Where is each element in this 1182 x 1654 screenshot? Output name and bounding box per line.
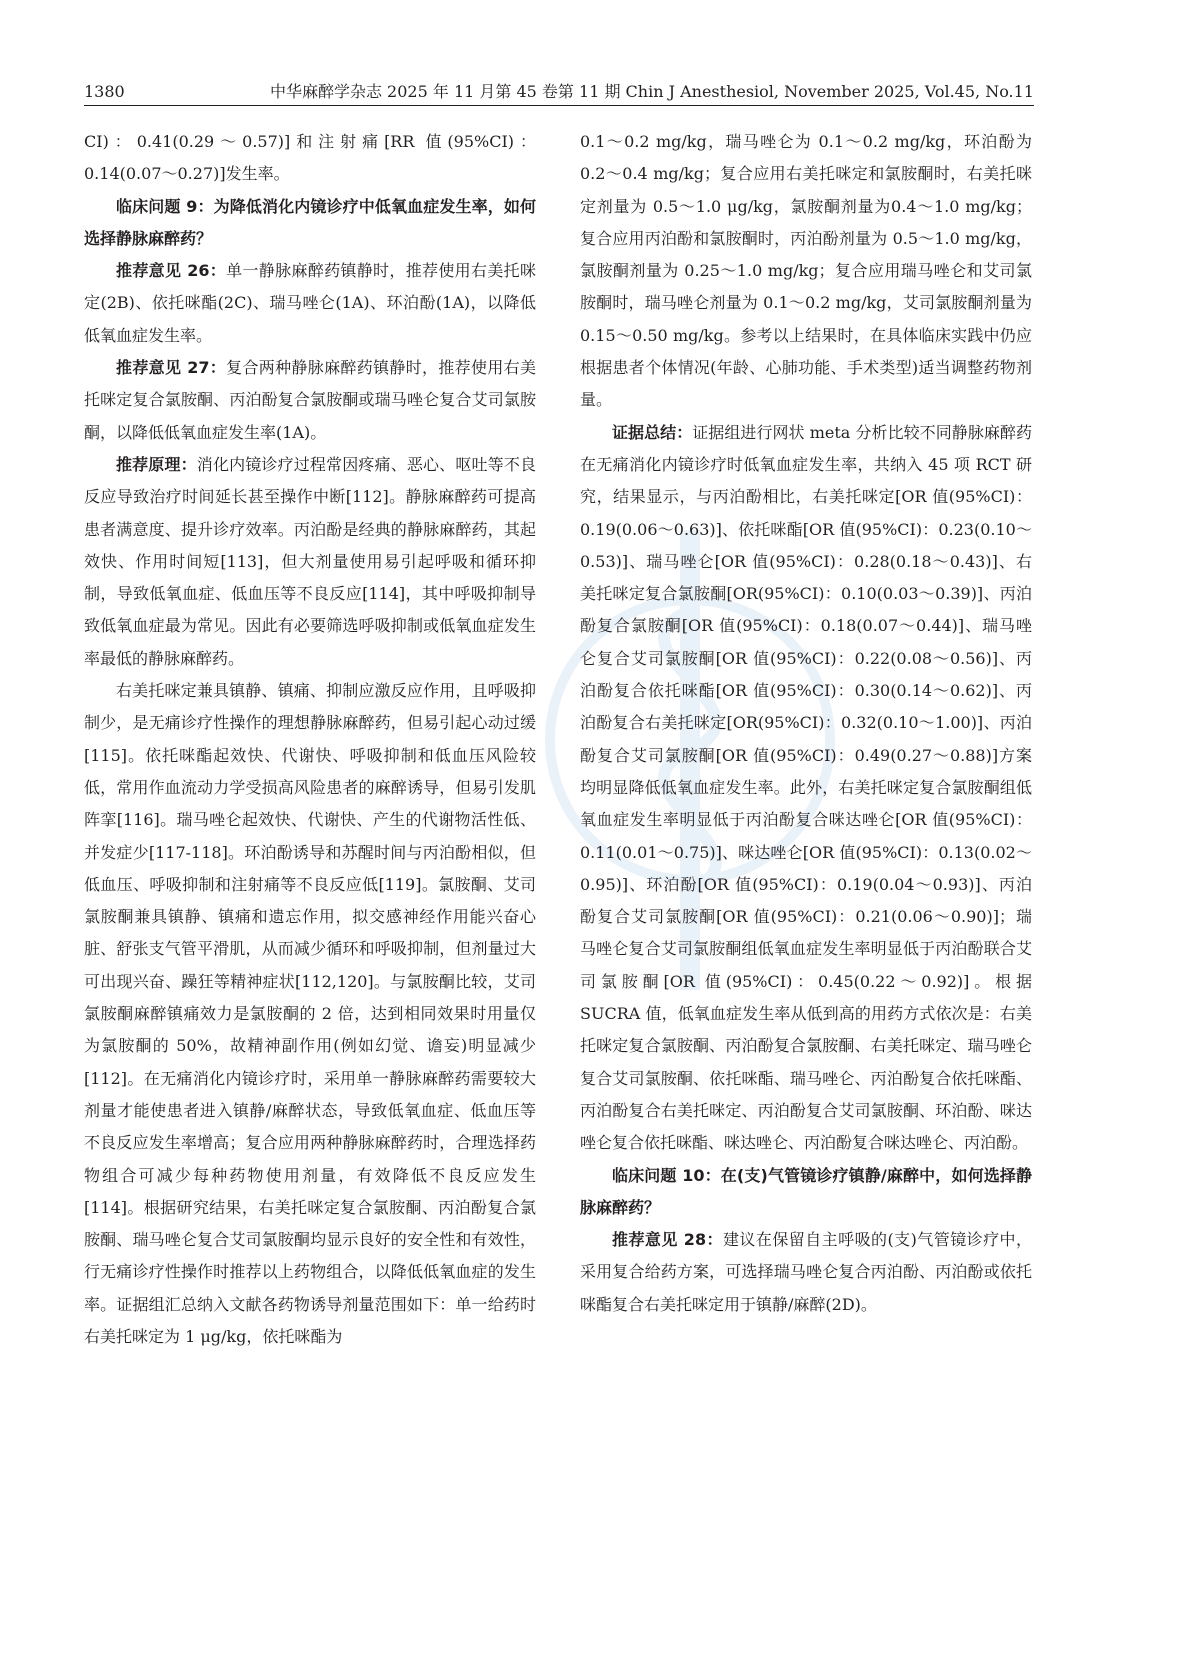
page-header xyxy=(84,82,1034,110)
right-column xyxy=(580,126,1032,1321)
evidence-summary-label: 证据总结： xyxy=(612,422,693,442)
evidence-summary-text: 证据组进行网状 meta 分析比较不同静脉麻醉药在无痛消化内镜诊疗时低氧血症发生率，共纳入 45 项 RCT 研究，结果显示，与丙泊酚相比，右美托咪定[OR 值(95%CI)：0.19(0.06～0.63)]、依托咪酯[OR 值(95%CI)：0.23(0.10～0.53)]、瑞马唑仑[OR 值(95%CI)：0.28(0.18～0.43)]、右美托咪定复合氯胺酮[OR(95%CI)：0.10(0.03～0.39)]、丙泊酚复合氯胺酮[OR 值(95%CI)：0.18(0.07～0.44)]、瑞马唑仑复合艾司氯胺酮[OR 值(95%CI)：0.22(0.08～0.56)]、丙泊酚复合依托咪酯[OR 值(95%CI)：0.30(0.14～0.62)]、丙泊酚复合右美托咪定[OR(95%CI)：0.32(0.10～1.00)]、丙泊酚复合艾司氯胺酮[OR 值(95%CI)：0.49(0.27～0.88)]方案均明显降低低氧血症发生率。此外，右美托咪定复合氯胺酮组低氧血症发生率明显低于丙泊酚复合咪达唑仑[OR 值(95%CI)：0.11(0.01～0.75)]、咪达唑仑[OR 值(95%CI)：0.13(0.02～0.95)]、环泊酚[OR 值(95%CI)：0.19(0.04～0.93)]、丙泊酚复合艾司氯胺酮[OR 值(95%CI)：0.21(0.06～0.90)]；瑞马唑仑复合艾司氯胺酮组低氧血症发生率明显低于丙泊酚联合艾司氯胺酮[OR 值(95%CI)：0.45(0.22～0.92)]。根据 SUCRA 值，低氧血症发生率从低到高的用药方式依次是：右美托咪定复合氯胺酮、丙泊酚复合氯胺酮、右美托咪定、瑞马唑仑复合艾司氯胺酮、依托咪酯、瑞马唑仑、丙泊酚复合依托咪酯、丙泊酚复合右美托咪定、丙泊酚复合艾司氯胺酮、环泊酚、咪达唑仑复合依托咪酯、咪达唑仑、丙泊酚复合咪达唑仑、丙泊酚。 xyxy=(580,422,1032,1153)
recommendation-27-text: 复合两种静脉麻醉药镇静时，推荐使用右美托咪定复合氯胺酮、丙泊酚复合氯胺酮或瑞马唑仑复合艾司氯胺酮，以降低低氧血症发生率(1A)。 xyxy=(84,358,536,442)
right-continuation: 0.1～0.2 mg/kg，瑞马唑仑为 0.1～0.2 mg/kg，环泊酚为 0.2～0.4 mg/kg；复合应用右美托咪定和氯胺酮时，右美托咪定剂量为 0.5～1.0 μg/kg，氯胺酮剂量为0.4～1.0 mg/kg；复合应用丙泊酚和氯胺酮时，丙泊酚剂量为 0.5～1.0 mg/kg，氯胺酮剂量为 0.25～1.0 mg/kg；复合应用瑞马唑仑和艾司氯胺酮时，瑞马唑仑剂量为 0.1～0.2 mg/kg，艾司氯胺酮剂量为 0.15～0.50 mg/kg。参考以上结果时，在具体临床实践中仍应根据患者个体情况(年龄、心肺功能、手术类型)适当调整药物剂量。 xyxy=(580,132,1032,410)
recommendation-27 xyxy=(84,352,536,449)
left-column xyxy=(84,126,536,1353)
recommendation-27-label: 推荐意见 27： xyxy=(116,358,227,378)
recommendation-26 xyxy=(84,255,536,352)
clinical-question-10: 临床问题 10：在(支)气管镜诊疗镇静/麻醉中，如何选择静脉麻醉药？ xyxy=(580,1165,1032,1217)
drug-properties-paragraph: 右美托咪定兼具镇静、镇痛、抑制应激反应作用，且呼吸抑制少，是无痛诊疗性操作的理想静脉麻醉药，但易引起心动过缓[115]。依托咪酯起效快、代谢快、呼吸抑制和低血压风险较低，常用作血流动力学受损高风险患者的麻醉诱导，但易引发肌阵挛[116]。瑞马唑仑起效快、代谢快、产生的代谢物活性低、并发症少[117-118]。环泊酚诱导和苏醒时间与丙泊酚相似，但低血压、呼吸抑制和注射痛等不良反应低[119]。氯胺酮、艾司氯胺酮兼具镇静、镇痛和遗忘作用，拟交感神经作用能兴奋心脏、舒张支气管平滑肌，从而减少循环和呼吸抑制，但剂量过大可出现兴奋、躁狂等精神症状[112,120]。与氯胺酮比较，艾司氯胺酮麻醉镇痛效力是氯胺酮的 2 倍，达到相同效果时用量仅为氯胺酮的 50%，故精神副作用(例如幻觉、谵妄)明显减少[112]。在无痛消化内镜诊疗时，采用单一静脉麻醉药需要较大剂量才能使患者进入镇静/麻醉状态，导致低氧血症、低血压等不良反应发生率增高；复合应用两种静脉麻醉药时，合理选择药物组合可减少每种药物使用剂量，有效降低不良反应发生[114]。根据研究结果，右美托咪定复合氯胺酮、丙泊酚复合氯胺酮、瑞马唑仑复合艾司氯胺酮均显示良好的安全性和有效性，行无痛诊疗性操作时推荐以上药物组合，以降低低氧血症的发生率。证据组汇总纳入文献各药物诱导剂量范围如下：单一给药时右美托咪定为 1 μg/kg，依托咪酯为 xyxy=(84,681,536,1346)
clinical-question-9: 临床问题 9：为降低消化内镜诊疗中低氧血症发生率，如何选择静脉麻醉药？ xyxy=(84,196,536,248)
recommendation-28-text: 建议在保留自主呼吸的(支)气管镜诊疗中，采用复合给药方案，可选择瑞马唑仑复合丙泊酚、丙泊酚或依托咪酯复合右美托咪定用于镇静/麻醉(2D)。 xyxy=(580,1230,1032,1314)
rationale-paragraph xyxy=(84,449,536,675)
journal-reference: 中华麻醉学杂志 2025 年 11 月第 45 卷第 11 期 Chin J Anesthesiol, November 2025, Vol.45, No.11 xyxy=(269,82,1034,101)
recommendation-28-label: 推荐意见 28： xyxy=(612,1230,723,1250)
evidence-summary xyxy=(580,417,1032,1160)
recommendation-26-label: 推荐意见 26： xyxy=(116,261,227,281)
rationale-text: 消化内镜诊疗过程常因疼痛、恶心、呕吐等不良反应导致治疗时间延长甚至操作中断[112]。静脉麻醉药可提高患者满意度、提升诊疗效率。丙泊酚是经典的静脉麻醉药，其起效快、作用时间短[113]，但大剂量使用易引起呼吸和循环抑制，导致低氧血症、低血压等不良反应[114]，其中呼吸抑制导致低氧血症最为常见。因此有必要筛选呼吸抑制或低氧血症发生率最低的静脉麻醉药。 xyxy=(84,454,536,668)
rationale-label: 推荐原理： xyxy=(116,454,197,474)
left-continuation: CI)：0.41(0.29～0.57)]和注射痛[RR 值(95%CI)：0.14(0.07～0.27)]发生率。 xyxy=(84,132,536,184)
page-number: 1380 xyxy=(84,82,125,101)
header-rule xyxy=(84,105,1034,106)
recommendation-26-text: 单一静脉麻醉药镇静时，推荐使用右美托咪定(2B)、依托咪酯(2C)、瑞马唑仑(1A)、环泊酚(1A)，以降低低氧血症发生率。 xyxy=(84,261,536,345)
recommendation-28 xyxy=(580,1224,1032,1321)
